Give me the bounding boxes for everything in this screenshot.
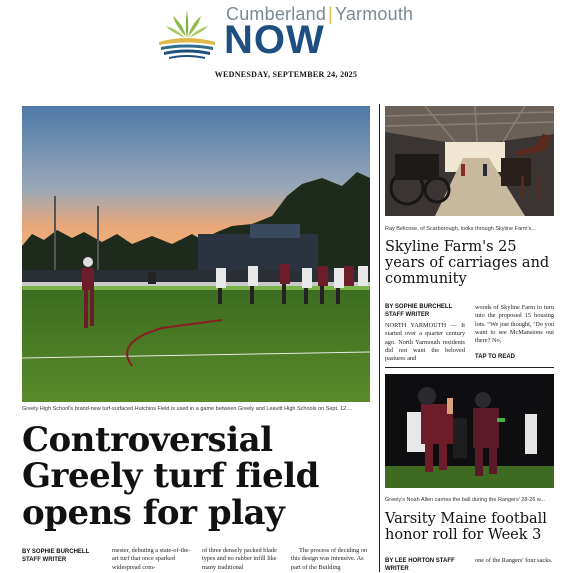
side-story-1-byline — [385, 303, 452, 319]
football-field-photo — [22, 106, 370, 402]
main-byline-role: STAFF WRITER — [22, 557, 67, 564]
brand-separator: | — [328, 4, 333, 24]
main-story-body-col-4: The process of deciding on this design was intensive. As part of the Building — [291, 547, 368, 571]
side-story-1-caption: Ray Belicose, of Scarborough, looks through Skyline Farm's... — [385, 226, 536, 232]
main-byline-name: BY SOPHIE BURCHELL — [22, 549, 90, 555]
brand-cumberland: Cumberland — [226, 4, 327, 24]
side-story-1-body-left: NORTH YARMOUTH — It started over a quarter century ago. North Yarmouth residents did not want the beloved pastures and — [385, 322, 465, 363]
story-divider — [385, 367, 554, 368]
side-story-2-image[interactable] — [385, 374, 554, 488]
side2-byline-name: BY LEE HORTON STAFF — [385, 558, 455, 564]
side-story-2-body-right: one of the Rangers' four sacks. — [475, 557, 553, 564]
carriage-barn-photo — [385, 106, 554, 216]
side1-byline-name: BY SOPHIE BURCHELL — [385, 304, 453, 310]
main-story-body-col-3: of three densely packed blade types and no rubber infill like many traditional — [202, 547, 277, 571]
side2-byline-role: WRITER — [385, 566, 409, 573]
sprout-logo-icon[interactable] — [155, 4, 219, 64]
brand-yarmouth: Yarmouth — [334, 4, 414, 24]
side-story-2-caption: Greely's Noah Allen carries the ball during the Rangers' 28-26 w... — [385, 497, 546, 503]
side1-byline-role: STAFF WRITER — [385, 312, 430, 319]
side-story-1-image[interactable] — [385, 106, 554, 216]
tap-to-read-link[interactable]: TAP TO READ — [475, 354, 516, 360]
main-story-body-col-2: mester, debuting a state-of-the-art turf that once sparked widespread com- — [112, 547, 191, 571]
main-story-headline[interactable]: Controversial Greely turf field opens for play — [22, 420, 319, 533]
football-player-photo — [385, 374, 554, 488]
edition-date: WEDNESDAY, SEPTEMBER 24, 2025 — [214, 70, 358, 79]
side-story-2-byline — [385, 557, 455, 573]
brand-wordmark-now[interactable]: NOW — [224, 18, 325, 62]
side-story-2-headline[interactable]: Varsity Maine football honor roll for Week 3 — [385, 511, 547, 544]
column-divider — [379, 104, 380, 572]
main-story-image[interactable] — [22, 106, 370, 402]
main-story-caption: Greely High School's brand-new turf-surfaced Hutchins Field is used in a game between Greely and Leavitt High Schools on Sept. 12.... — [22, 406, 353, 412]
side-story-1-headline[interactable]: Skyline Farm's 25 years of carriages and community — [385, 239, 550, 288]
masthead — [0, 0, 572, 86]
side-story-1-body-right: woods of Skyline Farm to turn into the proposed 15 housing lots. “We just thought, ‘Do you want to see McMansions out there? No, — [475, 304, 554, 345]
main-story-byline — [22, 548, 89, 564]
